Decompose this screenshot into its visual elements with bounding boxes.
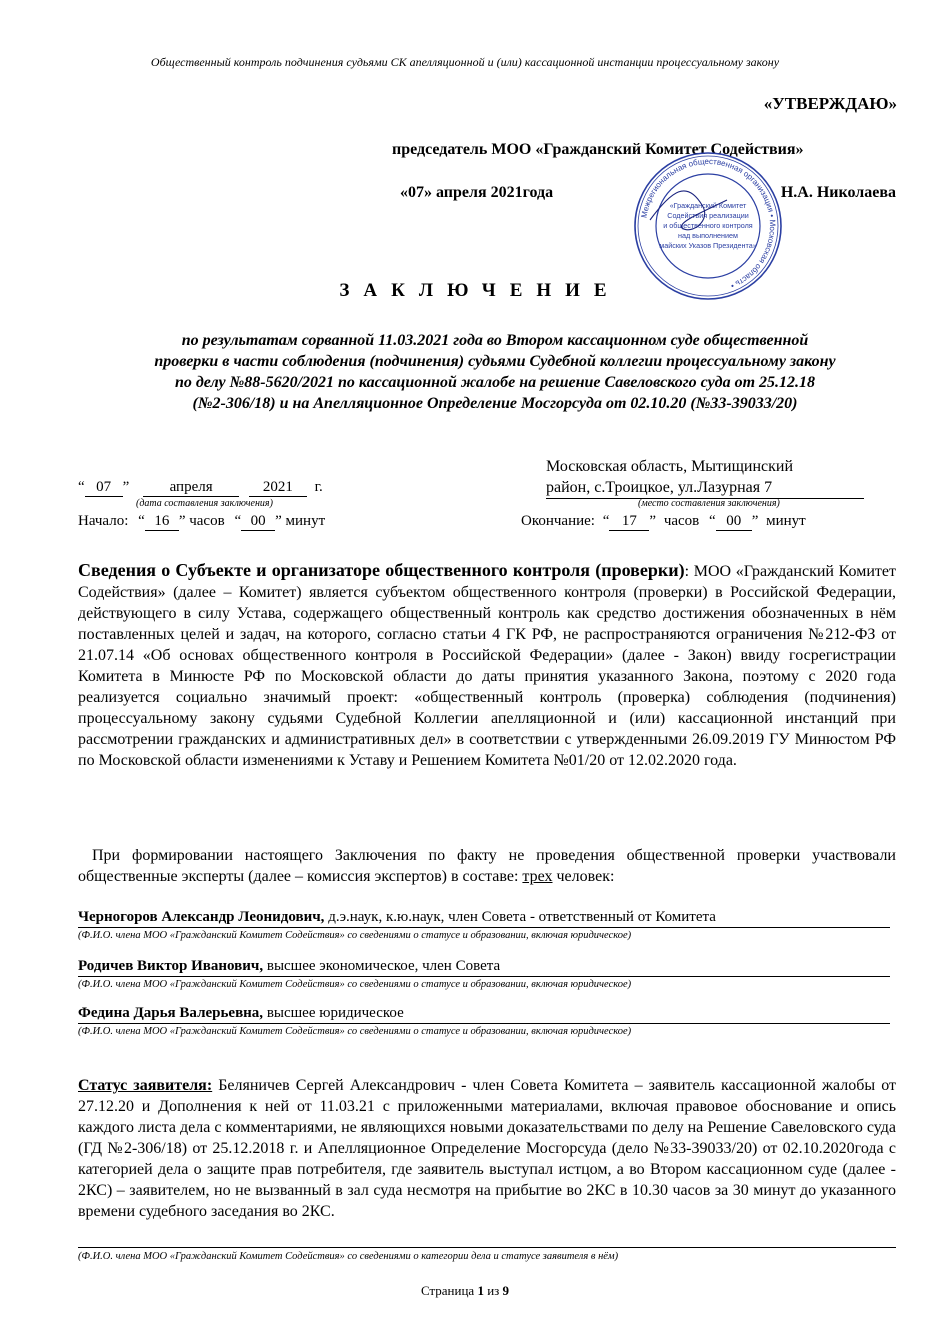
chair-title: председатель МОО «Гражданский Комитет Содействия» bbox=[392, 141, 804, 158]
svg-text:Межрегиональная общественная о: Межрегиональная общественная организация • Московская область • bbox=[639, 156, 778, 291]
svg-text:и общественного контроля: и общественного контроля bbox=[663, 221, 753, 230]
place-line-1: Московская область, Мытищинский bbox=[546, 458, 794, 475]
end-time: Окончание: “ 17 ” часов “ 00 ” минут bbox=[521, 513, 806, 529]
place-caption: (место составления заключения) bbox=[638, 498, 780, 509]
experts-intro: При формировании настоящего Заключения по факту не проведения общественной проверки участвовали общественные эксперты (далее – комиссия экспертов) в составе: трех человек: bbox=[78, 847, 896, 885]
subject-text: : МОО «Гражданский Комитет Содействия» (далее – Комитет) является субъектом общественного контроля (проверки) в Российской Федерации, действующего в силу Устава, содержащего общественный контроль как средство достижения обозначенных в нём поставленных целей и задач, на которого, согласно статьи 4 ГК РФ, не распространяются ограничения №212-ФЗ от 21.07.14 «Об основах общественного контроля в Российской Федерации» (далее - Закон) ввиду госрегистрации Комитета в Минюсте РФ по Московской области до даты принятия указанного Закона, поэтому с 2020 года реализуется социально значимый проект: «общественный контроль (проверка) соблюдения (подчинения) процессуальному закону судьями Судебной Коллегии апелляционной и (или) кассационной инстанций при рассмотрении гражданских и административных дел» в соответствии с утвержденными 26.09.2019 ГУ Минюстом РФ по Московской области изменениями к Уставу и Решением Комитета №01/20 от 12.02.2020 года. bbox=[78, 563, 896, 769]
expert-details: высшее экономическое, член Совета bbox=[263, 958, 501, 974]
start-minutes: 00 bbox=[241, 513, 275, 531]
status-paragraph bbox=[78, 1075, 896, 1222]
status-caption: (Ф.И.О. члена МОО «Гражданский Комитет Содействия» со сведениями о категории дела и статусе заявителя в нём) bbox=[78, 1251, 619, 1262]
experts-count: трех bbox=[522, 868, 553, 885]
status-text: Беляничев Сергей Александрович - член Совета Комитета – заявитель кассационной жалобы от 27.12.20 и Дополнения к ней от 11.03.21 с приложенными материалами, включая правовое обоснование и опись каждого листа дела с комментариями, не являющихся новыми доказательствами по делу на Решение Савеловского суда (ГД №2-306/18) от 25.12.2018 г. и Апелляционное Определение Мосгорсуда (дело №33-39033/20) от 02.10.2020года с категорией дела о защите прав потребителя, где заявитель выступал истцом, а во Втором кассационном суде (далее - 2КС) – заявителем, но не вызванный в зал суда несмотря на прибытие во 2КС в 10.30 часов за 30 минут до указанного времени судебного заседания во 2КС. bbox=[78, 1077, 896, 1220]
expert-name: Федина Дарья Валерьевна, bbox=[78, 1005, 264, 1021]
running-header: Общественный контроль подчинения судьями СК апелляционной и (или) кассационной инстанции процессуальному закону bbox=[150, 55, 780, 69]
approve-label: «УТВЕРЖДАЮ» bbox=[763, 94, 897, 113]
expert-name: Родичев Виктор Иванович, bbox=[78, 958, 264, 974]
expert-caption: (Ф.И.О. члена МОО «Гражданский Комитет Содействия» со сведениями о статусе и образовании, включая юридическое) bbox=[78, 1026, 632, 1037]
subject-paragraph bbox=[78, 560, 896, 771]
place-line-2: район, с.Троицкое, ул.Лазурная 7 bbox=[546, 477, 864, 499]
date-year: 2021 bbox=[249, 479, 307, 497]
approve-date: «07» апреля 2021года bbox=[400, 184, 554, 201]
svg-text:майских Указов Президента»: майских Указов Президента» bbox=[659, 241, 757, 250]
expert-caption: (Ф.И.О. члена МОО «Гражданский Комитет Содействия» со сведениями о статусе и образовании, включая юридическое) bbox=[78, 979, 632, 990]
end-hours: 17 bbox=[609, 513, 649, 531]
place-block bbox=[546, 456, 864, 499]
expert-details: высшее юридическое bbox=[263, 1005, 404, 1021]
subtitle-line: (№2-306/18) и на Апелляционное Определение Мосгорсуда от 02.10.20 (№33-39033/20) bbox=[192, 395, 798, 412]
start-time: Начало: “ 16 ” часов “ 00 ” минут bbox=[78, 513, 326, 529]
expert-details: д.э.наук, к.ю.наук, член Совета - ответственный от Комитета bbox=[324, 909, 716, 925]
expert-item bbox=[78, 908, 890, 941]
expert-item bbox=[78, 1004, 890, 1037]
page-number: Страница 1 из 9 bbox=[420, 1283, 510, 1298]
document-subtitle bbox=[100, 330, 890, 414]
start-hours: 16 bbox=[145, 513, 179, 531]
subject-heading: Сведения о Субъекте и организаторе общественного контроля (проверки) bbox=[78, 560, 685, 580]
signer-name: Н.А. Николаева bbox=[780, 184, 896, 201]
expert-caption: (Ф.И.О. члена МОО «Гражданский Комитет Содействия» со сведениями о статусе и образовании, включая юридическое) bbox=[78, 930, 632, 941]
date-day: 07 bbox=[85, 479, 123, 497]
expert-name: Черногоров Александр Леонидович, bbox=[78, 909, 325, 925]
subtitle-line: по делу №88-5620/2021 по кассационной жалобе на решение Савеловского суда от 25.12.18 bbox=[174, 374, 816, 391]
date-block: “ 07 ” апреля 2021 г. bbox=[78, 479, 323, 495]
date-month: апреля bbox=[143, 479, 239, 497]
end-minutes: 00 bbox=[716, 513, 752, 531]
status-heading: Статус заявителя: bbox=[78, 1077, 213, 1094]
expert-item bbox=[78, 957, 890, 990]
svg-text:«Гражданский Комитет: «Гражданский Комитет bbox=[669, 201, 747, 210]
document-title: ЗАКЛЮЧЕНИЕ bbox=[339, 280, 621, 301]
date-caption: (дата составления заключения) bbox=[136, 498, 273, 509]
status-rule bbox=[78, 1247, 896, 1248]
subtitle-line: по результатам сорванной 11.03.2021 года во Втором кассационном суде общественной bbox=[181, 332, 809, 349]
svg-text:Содействия реализации: Содействия реализации bbox=[667, 211, 749, 220]
svg-text:над выполнением: над выполнением bbox=[678, 231, 738, 240]
subtitle-line: проверки в части соблюдения (подчинения) судьями Судебной коллегии процессуальному закону bbox=[154, 353, 836, 370]
